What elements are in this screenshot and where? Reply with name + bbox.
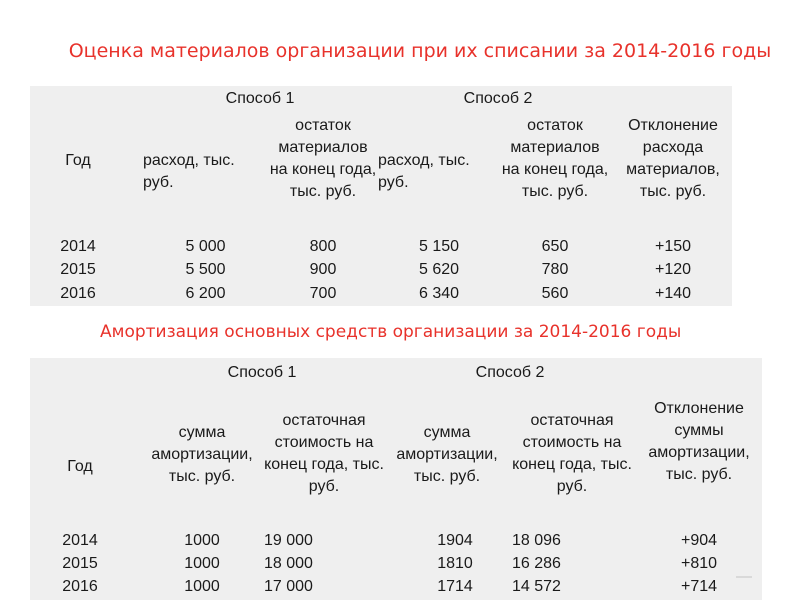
table2-title: Амортизация основных средств организации за 2014-2016 годы: [100, 322, 682, 342]
table2-cell-deviation: +714: [680, 578, 718, 595]
table1-cell-m2-balance: 650: [541, 238, 569, 255]
table2-header-m1-residual: остаточная стоимость на конец года, тыс. руб.: [264, 412, 384, 495]
table1-header-m1-balance: остаток материалов на конец года, тыс. руб.: [269, 117, 377, 200]
table2-header-m2-amount: сумма амортизации, тыс. руб.: [396, 424, 498, 485]
table2-cell-m2-residual: 16 286: [512, 555, 561, 572]
table2-cell-deviation: +904: [680, 532, 718, 549]
table2-cell-year: 2016: [62, 578, 98, 595]
table1-cell-year: 2014: [60, 238, 96, 255]
table2-cell-m2-amount: 1714: [437, 578, 473, 595]
table1-cell-year: 2015: [60, 261, 96, 278]
table1-header-m2-expense: расход, тыс. руб.: [378, 152, 470, 191]
table1-group-method2: Способ 2: [463, 90, 533, 107]
table1-cell-m2-expense: 6 340: [418, 285, 460, 302]
table1-cell-deviation: +120: [654, 261, 692, 278]
table1-header-deviation: Отклонение расхода материалов, тыс. руб.: [626, 117, 720, 200]
table1-cell-m1-balance: 900: [309, 261, 337, 278]
table1-cell-m1-balance: 800: [309, 238, 337, 255]
table2-cell-m2-amount: 1904: [437, 532, 473, 549]
table2-cell-m2-residual: 14 572: [512, 578, 561, 595]
table2-cell-m1-residual: 18 000: [264, 555, 313, 572]
table1-cell-m2-balance: 780: [541, 261, 569, 278]
table1-cell-m1-expense: 6 200: [185, 285, 226, 302]
table2-cell-m1-residual: 19 000: [264, 532, 313, 549]
table2-header-deviation: Отклонение суммы амортизации, тыс. руб.: [648, 400, 750, 483]
table2-cell-year: 2014: [62, 532, 98, 549]
table1-header-m1-expense: расход, тыс. руб.: [143, 152, 235, 191]
table2-group-method1: Способ 1: [227, 364, 297, 381]
table2-group-method2: Способ 2: [475, 364, 545, 381]
table1-header-year: Год: [65, 152, 91, 169]
table2-cell-m2-amount: 1810: [437, 555, 473, 572]
table1-cell-deviation: +150: [654, 238, 692, 255]
table1-cell-m2-expense: 5 150: [418, 238, 460, 255]
table1-title: Оценка материалов организации при их списании за 2014-2016 годы: [68, 40, 772, 62]
table2-header-m1-amount: сумма амортизации, тыс. руб.: [151, 424, 253, 485]
table2-cell-m2-residual: 18 096: [512, 532, 561, 549]
table2-cell-m1-residual: 17 000: [264, 578, 313, 595]
table1-cell-m2-expense: 5 620: [418, 261, 460, 278]
table1-cell-m1-expense: 5 500: [185, 261, 226, 278]
table1-cell-m1-balance: 700: [309, 285, 337, 302]
table2-cell-m1-amount: 1000: [184, 578, 220, 595]
table2-cell-deviation: +810: [680, 555, 718, 572]
table2-cell-m1-amount: 1000: [184, 532, 220, 549]
table1-cell-deviation: +140: [654, 285, 692, 302]
table1-cell-year: 2016: [60, 285, 96, 302]
table1-header-m2-balance: остаток материалов на конец года, тыс. руб.: [501, 117, 609, 200]
table1-cell-m2-balance: 560: [541, 285, 569, 302]
table1-cell-m1-expense: 5 000: [185, 238, 226, 255]
table1-group-method1: Способ 1: [225, 90, 295, 107]
table2-cell-year: 2015: [62, 555, 98, 572]
table2-cell-m1-amount: 1000: [184, 555, 220, 572]
slide-corner-mark: [736, 576, 752, 578]
table2-header-year: Год: [67, 458, 93, 475]
table2-header-m2-residual: остаточная стоимость на конец года, тыс. руб.: [512, 412, 632, 495]
